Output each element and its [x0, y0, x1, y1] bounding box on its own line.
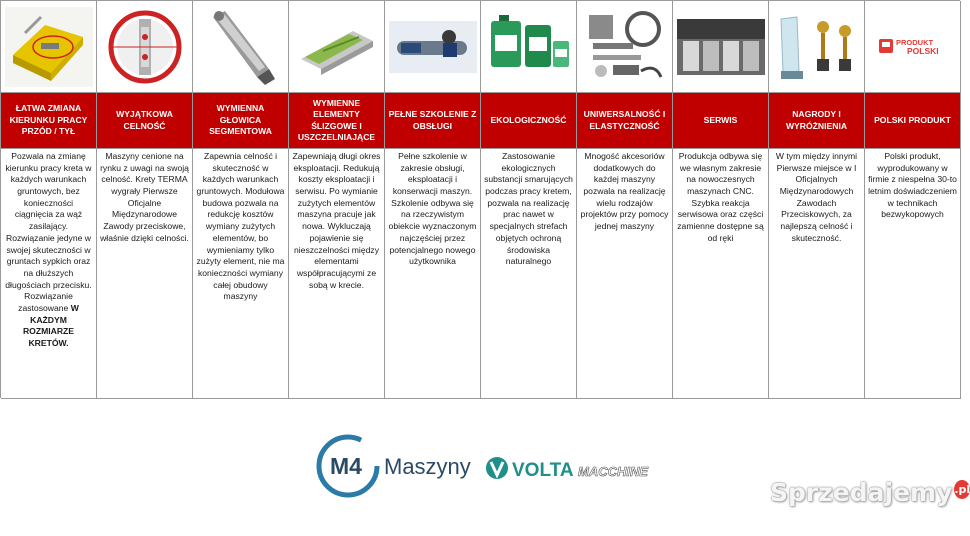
column-desc-9: W tym między innymi Pierwsze miejsce w I Oficjalnych Międzynarodowych Zawodach Przeciskowych, za najlepszą celność i skuteczność.	[769, 149, 865, 399]
column-desc-1-tail: .	[66, 338, 69, 348]
training-icon	[389, 7, 477, 87]
column-title-3: WYMIENNA GŁOWICA SEGMENTOWA	[193, 93, 289, 149]
segment-head-icon	[197, 7, 285, 87]
column-title-7: UNIWERSALNOŚĆ I ELASTYCZNOŚĆ	[577, 93, 673, 149]
volta-logo-text: VOLTA	[512, 460, 574, 481]
maszyny-logo-text: Maszyny	[384, 454, 471, 479]
watermark-text: Sprzedajemy	[770, 478, 953, 507]
column-desc-3: Zapewnia celność i skuteczność w każdych warunkach gruntowych. Modułowa budowa pozwala na redukcję kosztów wymiany zużytych elementów, bo wymieniamy tylko zużyty element, nie ma konieczności wymiany całej obudowy maszyny	[193, 149, 289, 399]
trophy-awards-icon	[773, 7, 861, 87]
column-title-10: POLSKI PRODUKT	[865, 93, 961, 149]
column-title-5: PEŁNE SZKOLENIE Z OBSŁUGI	[385, 93, 481, 149]
m4-logo-text: M4	[330, 453, 362, 479]
column-image-5	[385, 1, 481, 93]
column-image-7	[577, 1, 673, 93]
column-image-3	[193, 1, 289, 93]
column-image-8	[673, 1, 769, 93]
column-desc-5: Pełne szkolenie w zakresie obsługi, eksploatacji i konserwacji maszyn. Szkolenie odbywa się na rzeczywistym obiekcie wyznaczonym najczęściej przez potencjalnego nowego użytkownika	[385, 149, 481, 399]
column-desc-1-bold: W KAŻDYM ROZMIARZE KRETÓW	[22, 302, 79, 348]
column-title-4: WYMIENNE ELEMENTY ŚLIZGOWE I USZCZELNIAJĄCE	[289, 93, 385, 149]
macchine-logo-text: MACCHINE	[578, 464, 649, 479]
footer-logos	[316, 434, 666, 498]
column-title-6: EKOLOGICZNOŚĆ	[481, 93, 577, 149]
precision-target-icon	[101, 7, 189, 87]
volta-logo	[486, 457, 648, 481]
column-image-9	[769, 1, 865, 93]
column-desc-4: Zapewniają długi okres eksploatacji. Redukują koszty eksploatacji i serwisu. Po wymianie zużytych elementów maszyna pracuje jak nowa. Wykluczają pojawienie się nieszczelności między elementami współpracującymi ze sobą w krecie.	[289, 149, 385, 399]
produkt-polski-badge-icon	[869, 7, 957, 87]
column-desc-2: Maszyny cenione na rynku z uwagi na swoją celność. Krety TERMA wygrały Pierwsze Oficjalne Międzynarodowe Zawody przeciskowe, właśnie dzięki celności.	[97, 149, 193, 399]
sprzedajemy-watermark	[770, 478, 970, 522]
eco-canisters-icon	[485, 7, 573, 87]
watermark-suffix: .pl	[954, 480, 970, 499]
column-image-10	[865, 1, 961, 93]
column-desc-6: Zastosowanie ekologicznych substancji smarujących podczas pracy kretem, pozwala na realizację prac nawet w specjalnych strefach objętych ochroną środowiska naturalnego	[481, 149, 577, 399]
column-desc-8: Produkcja odbywa się we własnym zakresie na nowoczesnych maszynach CNC. Szybka reakcja serwisowa oraz części zamienne dostępne są od ręki	[673, 149, 769, 399]
column-title-2: WYJĄTKOWA CELNOŚĆ	[97, 93, 193, 149]
column-title-9: NAGRODY I WYRÓŻNIENIA	[769, 93, 865, 149]
column-desc-7: Mnogość akcesoriów dodatkowych do każdej maszyny pozwala na realizację wielu rodzajów projektów przy pomocy jednej maszyny	[577, 149, 673, 399]
column-image-6	[481, 1, 577, 93]
column-desc-1-text: Pozwala na zmianę kierunku pracy kreta w każdych warunkach gruntowych, bez konieczności ciągnięcia za wąż zasilający. Rozwiązanie jedyne w swojej skuteczności w gruntach sypkich oraz na dłuższych długościach przecisku. Rozwiązanie zastosowane	[5, 151, 92, 313]
column-image-4	[289, 1, 385, 93]
column-image-1	[1, 1, 97, 93]
badge-line2: POLSKI	[906, 45, 939, 56]
quick-change-part-icon	[5, 7, 93, 87]
cnc-workshop-icon	[677, 7, 765, 87]
column-title-8: SERWIS	[673, 93, 769, 149]
sliding-elements-icon	[293, 7, 381, 87]
column-image-2	[97, 1, 193, 93]
column-title-1: ŁATWA ZMIANA KIERUNKU PRACY PRZÓD / TYŁ	[1, 93, 97, 149]
badge-line1: PRODUKT	[895, 37, 933, 47]
m4-logo	[319, 437, 377, 495]
accessories-icon	[581, 7, 669, 87]
column-desc-1	[1, 149, 97, 399]
column-desc-10: Polski produkt, wyprodukowany w firmie z niespełna 30-to letnim doświadczeniem w technikach bezwykopowych	[865, 149, 961, 399]
